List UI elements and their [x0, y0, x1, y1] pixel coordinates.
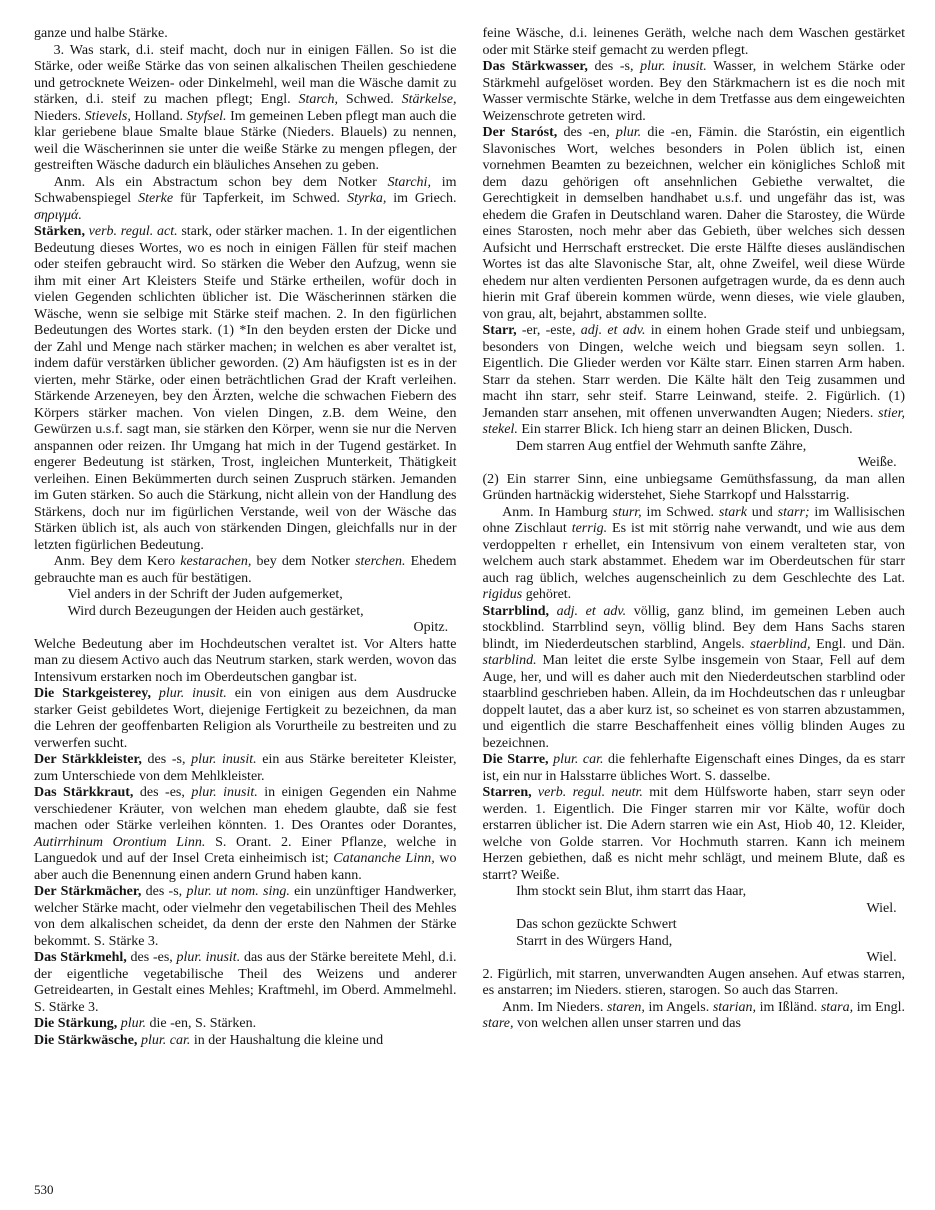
text-segment: Dem starren Aug entfiel der Wehmuth sanfte Zähre, — [516, 438, 807, 454]
right-column — [483, 26, 906, 1049]
text-segment: völlig, ganz blind, im gemeinen Leben auch stockblind. Starrblind seyn, völlig blind. Bey dem Hans Sachs staren blindt, im Niederdeutschen starblind, Angels. — [482, 603, 906, 652]
text-segment: 2. Figürlich, mit starren, unverwandten Augen ansehen. Auf etwas starren, es anstarren; im Nieders. stieren, starogen. So auch das Starren. — [482, 966, 905, 998]
text-segment: plur. inusit. — [640, 59, 707, 74]
text-segment: Das schon gezückte Schwert — [516, 917, 677, 932]
text-segment: in einigen Gegenden ein Nahme verschiedener Kräuter, von welchen man ehedem glaubte, daß sie fest machen oder Stärke verleihen könnten. 1. Des Orantes oder Dorantes, — [34, 785, 457, 833]
left-column — [34, 26, 457, 1049]
text-segment: Engl. und Dän. — [810, 636, 906, 652]
text-segment: im Wallisischen ohne Zischlaut — [482, 504, 906, 536]
dictionary-entry — [483, 125, 906, 323]
text-segment: Opitz. — [413, 620, 449, 635]
paragraph — [34, 554, 457, 587]
text-segment: 3. Was stark, d.i. steif macht, doch nur in einigen Fällen. So ist die Stärke, oder weiße Stärke das von seinen alkalischen Theilen geschiedene und getrocknete Weizen- oder Dinkelmehl, weil man die Wäsche damit zu stärken, d.i. steif zu machen pflegt; Engl. — [34, 42, 457, 107]
text-segment: plur. car. — [140, 1032, 191, 1048]
headword: Der Stärkkleister, — [34, 752, 142, 767]
headword: Die Starre, — [482, 752, 549, 767]
headword: Die Stärkung, — [34, 1016, 118, 1031]
text-segment: sterchen. — [355, 554, 406, 569]
paragraph — [34, 175, 457, 225]
text-segment: die -en, S. Stärken. — [146, 1016, 257, 1031]
dictionary-entry — [34, 785, 457, 884]
headword: Das Stärkwasser, — [482, 59, 588, 74]
text-segment: S. Orant. 2. Einer Pflanze, welche in Languedok und auf der Insel Creta einheimisch ist; — [34, 834, 457, 866]
dictionary-entry — [483, 752, 906, 785]
text-segment: plur. — [615, 125, 642, 140]
text-segment: ein aus Stärke bereiteter Kleister, zum Unterschiede von dem Mehlkleister. — [34, 752, 457, 784]
paragraph — [34, 43, 457, 175]
text-segment: Stärkelse, — [401, 92, 457, 107]
text-segment: plur. inusit. — [158, 686, 227, 701]
text-segment: die -en, Fämin. die Staróstin, ein eigentlich Slavonisches Wort, welches besonders in Polen üblich ist, einen vornehmen Beamten zu bezeichnen, welcher ein königliches Schloß mit dem dazu gehörigen oft ansehnlichen Gebiethe verwaltet, die Gerechtigkeit in demselben handhabet u.s.f. und ungefähr das ist, was ehedem die Grafen in Deutschland waren. Daher die Starostey, die Würde eines Starosten, noch mehr aber das Gebieth, über welches sich dessen Aufsicht und Herrschaft erstrecket. Die erste Hälfte dieses ausländischen Wortes ist das alte Slavonische Star, alt, ohne Zweifel, weil diese Würde ehedem nur alten verdienten Personen aufgetragen wurde, da es denn auch hierin mit Graf überein kommen würde, wenn dieses, wie viele glauben, von grau, alt, bejahrt, abstammen sollte. — [482, 125, 905, 322]
text-segment: und — [746, 504, 778, 520]
text-segment: im Engl. — [853, 999, 906, 1015]
text-segment: in einem hohen Grade steif und unbiegsam, besonders von Dingen, welche weich und biegsam seyn sollen. 1. Eigentlich. Die Glieder werden vor Kälte starr. Einen starren Arm haben. Starr da stehen. Starr werden. Die Kälte hält den Teig zusammen und macht ihn starr, sehr steif. Starre Leinwand, steife. 2. Figürlich. (1) Jemanden starr ansehen, mit offenen unverwandten Augen; Nieders. — [482, 323, 905, 421]
text-segment: plur. inusit. — [191, 752, 257, 767]
page-number: 530 — [34, 1181, 54, 1197]
text-segment: ganze und halbe Stärke. — [34, 26, 168, 41]
headword: Stärken, — [34, 224, 85, 239]
text-segment: adj. et adv. — [556, 603, 627, 619]
text-segment: feine Wäsche, d.i. leinenes Geräth, welche nach dem Waschen gestärket oder mit Stärke steif gemacht zu werden pflegt. — [482, 26, 905, 58]
paragraph — [483, 472, 906, 505]
text-segment: (2) Ein starrer Sinn, eine unbiegsame Gemüthsfassung, da man allen Gründen hartnäckig widerstehet, Siehe Starrkopf und Halsstarrig. — [482, 471, 905, 503]
text-segment: stier, stekel. — [482, 405, 905, 437]
text-segment: des -en, — [557, 125, 616, 140]
headword: Starrblind, — [482, 603, 550, 619]
dictionary-entry — [483, 59, 906, 125]
verse-attribution — [34, 620, 457, 637]
text-segment: im Ißländ. — [756, 999, 821, 1015]
text-segment: für Tapferkeit, im Schwed. — [173, 191, 348, 206]
verse-line — [483, 917, 906, 934]
text-segment: sturr, — [612, 504, 642, 520]
text-segment: ein von einigen aus dem Ausdrucke starker Geist gebildetes Wort, diejenige Fertigkeit zu bezeichnen, da man die Lehren der geoffenbarten Religion als Vorurtheile zu bestreiten und zu verwerfen sucht. — [34, 686, 457, 751]
dictionary-entry — [34, 884, 457, 950]
text-segment: im Angels. — [644, 999, 713, 1015]
text-segment: Anm. Bey dem Kero — [53, 554, 181, 569]
paragraph — [483, 26, 906, 59]
text-segment: Autirrhinum Orontium Linn. — [34, 834, 206, 850]
text-segment: Ehedem gebrauchte man es auch für bestätigen. — [34, 554, 457, 586]
text-segment: Starchi, — [387, 174, 431, 190]
verse-line — [483, 934, 906, 951]
text-segment: Starrt in des Würgers Hand, — [516, 933, 673, 949]
text-segment: Styfsel. — [186, 108, 227, 124]
text-segment: des -s, — [141, 884, 187, 899]
text-segment: Holland. — [130, 108, 187, 124]
text-segment: -er, -este, — [516, 323, 581, 338]
text-segment: Viel anders in der Schrift der Juden aufgemerket, — [67, 587, 343, 602]
text-segment: σηριγμά. — [34, 207, 82, 223]
text-segment: staren, — [606, 999, 645, 1015]
text-segment: Schwed. — [338, 92, 402, 107]
text-segment: gehöret. — [522, 587, 572, 602]
text-segment: Starch, — [298, 92, 339, 107]
paragraph — [483, 1000, 906, 1033]
headword: Starr, — [482, 323, 517, 338]
paragraph — [483, 505, 906, 604]
text-segment: plur. inusit. — [191, 785, 258, 800]
verse-line — [34, 604, 457, 621]
text-segment: Anm. Im Nieders. — [502, 999, 607, 1015]
text-segment: kestarachen, — [180, 554, 252, 569]
text-segment: Es ist mit störrig nahe verwandt, und wie aus dem verdoppelten r erhellet, ein Intensivum von einem veralteten star, von welchem auch stark abstammet. Ehedem war im Oberdeutschen für starr auch rag üblich, welches augenscheinlich zu dem Geschlechte des Lat. — [482, 521, 905, 586]
text-segment: plur. car. — [553, 752, 604, 767]
verse-line — [34, 587, 457, 604]
text-segment: das aus der Stärke bereitete Mehl, d.i. der eigentliche vegetabilische Theil des Weizens und anderer Getreidearten, in Gestalt eines Mehles; Kraftmehl, im Oberd. Ammelmehl. S. Stärke 3. — [34, 950, 457, 1015]
text-segment: rigidus — [482, 587, 523, 602]
paragraph — [34, 637, 457, 687]
text-segment: stark, oder stärker machen. 1. In der eigentlichen Bedeutung dieses Wortes, wo es noch in einigen Fällen für steif machen oder steifen gebraucht wird. So stärken die Weber den Aufzug, wenn sie ihm mit einer Art Kleisters Steife und Stärke ertheilen, wofür doch in vielen Gegenden schlichten üblicher ist. Die Wäscherinnen stärken die Wäsche, wenn sie selbige mit Stärke steif machen. 2. In den figürlichen Bedeutungen des Wortes stark. (1) *In den beyden ersten der Dicke und der Zahl und Menge nach stärker machen; in welchen es aber veraltet ist, indem dafür verstärken üblicher geworden. (2) Am häufigsten ist es in der vierten, mehr Stärke, oder einen beträchtlichen Grad der Kraft verleihen. Stärkende Arzeneyen, bey den Ärzten, welche die schwachen Fiebern des Körpers stärker machen. Von vielen Dingen, z.B. dem Weine, den Gewürzen u.s.f. sagt man, sie stärken den Körper, wenn sie nur die Nerven anspannen oder reizen. Ihr Umgang hat mich in der Tugend gestärket. In engerer Bedeutung ist stärken, Trost, ingleichen Munterkeit, Thätigkeit verleihen. Einen Bekümmerten durch seinen Zuspruch stärken. Jemanden im Guten stärken. So auch die Stärkung, nicht allein von der Handlung des Stärkens, doch nur im figürlichen Verstande, weil von der Wäsche das Stärken üblich ist, als auch von stärkenden Dingen, gleichfalls nur in der letzten figürlichen Bedeutung. — [34, 224, 457, 553]
text-segment: verb. regul. act. — [88, 224, 178, 239]
text-segment: Styrka, — [347, 191, 387, 206]
text-segment: Wiel. — [866, 900, 897, 916]
dictionary-entry — [34, 1033, 457, 1050]
headword: Die Starkgeisterey, — [34, 686, 151, 701]
verse-line — [483, 439, 906, 456]
text-segment: Sterke — [138, 191, 174, 206]
headword: Der Stärkmächer, — [34, 884, 142, 899]
text-segment: Nieders. — [34, 108, 85, 124]
text-segment: die fehlerhafte Eigenschaft eines Dinges, da es starr ist, ein nur in Halsstarre übliches Wort. S. dasselbe. — [482, 752, 905, 784]
text-segment: Ihm stockt sein Blut, ihm starrt das Haar, — [516, 884, 747, 899]
text-segment — [549, 604, 557, 619]
headword: Das Stärkmehl, — [34, 950, 127, 965]
text-segment: in der Haushaltung die kleine und — [190, 1032, 384, 1048]
text-segment: starblind. — [482, 653, 537, 668]
text-segment: des -es, — [126, 950, 177, 965]
text-segment: mit dem Hülfsworte haben, starr seyn oder werden. 1. Eigentlich. Die Finger starren mir vor Kälte, wofür doch erstarren üblicher ist. Die Adern starren wie ein Ast, Hiob 40, 12. Kleider, welche von Golde starren. Vor Hochmuth starren. Kann ich meinem Herzen gebiethen, daß es nicht mehr schlägt, und meinem Blute, daß es starrt? Weiße. — [482, 785, 905, 883]
verse-attribution — [483, 950, 906, 967]
dictionary-entry — [34, 752, 457, 785]
headword: Der Staróst, — [482, 125, 558, 140]
verse-line — [483, 884, 906, 901]
text-segment: des -es, — [133, 785, 192, 800]
text-segment: des -s, — [587, 59, 641, 74]
text-segment: verb. regul. neutr. — [537, 785, 643, 800]
dictionary-entry — [483, 785, 906, 884]
text-segment: Welche Bedeutung aber im Hochdeutschen veraltet ist. Vor Alters hatte man zu diesem Activo auch das Neutrum starken, stark werden, wovon das Intensivum erstarken noch im Oberdeutschen gangbar ist. — [34, 636, 457, 685]
text-segment: stara, — [820, 999, 854, 1015]
text-segment: stare, — [482, 1016, 514, 1031]
text-segment: Stievels, — [84, 108, 131, 124]
text-segment: Weiße. — [857, 455, 897, 470]
dictionary-entry — [34, 686, 457, 752]
dictionary-entry — [483, 323, 906, 439]
text-segment: Catananche Linn, — [333, 851, 435, 866]
text-segment: plur. ut nom. sing. — [186, 884, 290, 899]
text-segment: im Griech. — [386, 191, 457, 206]
text-segment: bey dem Notker — [251, 554, 356, 569]
text-segment: starian, — [712, 999, 757, 1015]
text-segment: adj. et adv. — [580, 323, 646, 338]
dictionary-entry — [483, 604, 906, 753]
headword: Das Stärkkraut, — [34, 785, 134, 800]
text-segment: Wird durch Bezeugungen der Heiden auch gestärket, — [67, 603, 364, 619]
text-segment: plur. — [120, 1016, 147, 1031]
text-segment: staerblind, — [750, 636, 811, 652]
verse-attribution — [483, 901, 906, 918]
headword: Die Stärkwäsche, — [34, 1032, 138, 1048]
text-segment: ein unzünftiger Handwerker, welcher Stärke macht, oder vielmehr den vegetabilischen Theil des Mehles von dem alkalischen scheidet, da denn der erste den Nahmen der Stärke bekommt. S. Stärke 3. — [34, 884, 457, 949]
headword: Starren, — [482, 785, 532, 800]
two-column-text-body — [34, 26, 905, 1049]
text-segment: Wasser, in welchem Stärke oder Stärkmehl aufgelöset worden. Bey den Stärkmachern ist es die noch mit Wasser vermischte Stärke, welche in dem Tretfasse aus dem eingeweichten Weizenschrote getreten wird. — [482, 59, 906, 124]
dictionary-entry — [34, 1016, 457, 1033]
text-segment: Wiel. — [866, 950, 897, 965]
text-segment: wo aber auch die Benennung einen andern Grund haben kann. — [34, 851, 457, 883]
text-segment: Im gemeinen Leben pflegt man auch die klar geriebene blaue Smalte blaue Stärke (Nieders. Blauels) zu nennen, weil die Wäscherinnen sie unter die weiße Stärke zu mengen pflegen, der gestreiften Wäsche dadurch ein bläuliches Ansehen zu geben. — [34, 108, 457, 173]
text-segment: im Schwabenspiegel — [34, 174, 457, 206]
dictionary-entry — [34, 950, 457, 1016]
text-segment: Ein starrer Blick. Ich hieng starr an deinen Blicken, Dusch. — [517, 422, 853, 437]
text-segment: stark — [718, 504, 747, 520]
text-segment: plur. inusit. — [176, 950, 241, 965]
paragraph — [483, 967, 906, 1000]
text-segment: starr; — [777, 504, 810, 520]
text-segment: Anm. In Hamburg — [502, 504, 613, 520]
text-segment: Man leitet die erste Sylbe insgemein von Staar, Fell auf dem Auge, her, und will es daher auch mit den Niederdeutschen starblind oder staarblind geschrieben haben. Allein, da im Hochdeutschen das r unleugbar doppelt lautet, das a aber kurz ist, so scheinet es von starren abzustammen, und eigentlich die starre Beschaffenheit eines völlig blinden Auges zu bezeichnen. — [482, 653, 905, 751]
dictionary-entry — [34, 224, 457, 554]
verse-attribution — [483, 455, 906, 472]
text-segment: von welchen allen unser starren und das — [513, 1016, 741, 1031]
text-segment — [151, 686, 159, 701]
text-segment: terrig. — [571, 521, 608, 536]
paragraph — [34, 26, 457, 43]
text-segment: des -s, — [141, 752, 192, 767]
text-segment: Anm. Als ein Abstractum schon bey dem Notker — [53, 174, 388, 190]
text-segment: im Schwed. — [641, 504, 719, 520]
